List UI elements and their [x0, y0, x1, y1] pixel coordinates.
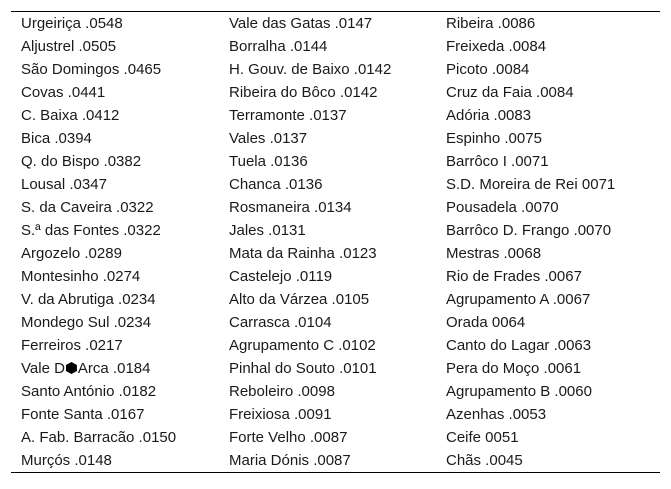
table-row: [11, 380, 660, 403]
table-cell: H. Gouv. de Baixo .0142: [229, 61, 392, 78]
table-cell: Ribeira do Bôco .0142: [229, 84, 378, 101]
table-cell: Covas .0441: [21, 84, 106, 101]
table-body: [11, 12, 660, 473]
table-cell: Barrôco D. Frango .0070: [446, 222, 612, 239]
table-cell: Cruz da Faia .0084: [446, 84, 574, 101]
table-cell: Chãs .0045: [446, 452, 523, 469]
table-cell: Agrupamento C .0102: [229, 337, 376, 354]
table-cell: Rio de Frades .0067: [446, 268, 582, 285]
table-cell: S. da Caveira .0322: [21, 199, 154, 216]
table-cell: Mondego Sul .0234: [21, 314, 152, 331]
table-cell: Reboleiro .0098: [229, 383, 335, 400]
cell-text-suffix: Arca .0184: [77, 360, 151, 377]
table-cell: Pera do Moço .0061: [446, 360, 582, 377]
table-cell: Pinhal do Souto .0101: [229, 360, 377, 377]
table-row: [11, 242, 660, 265]
table-cell: Castelejo .0119: [229, 268, 333, 285]
table-row: [11, 288, 660, 311]
table-cell: Fonte Santa .0167: [21, 406, 145, 423]
table-cell: C. Baixa .0412: [21, 107, 120, 124]
table-cell: S.ª das Fontes .0322: [21, 222, 161, 239]
table-row: [11, 35, 660, 58]
table-cell: Tuela .0136: [229, 153, 308, 170]
table-row: [11, 449, 660, 473]
table-row: [11, 426, 660, 449]
table-cell: Picoto .0084: [446, 61, 530, 78]
table-cell: Adória .0083: [446, 107, 532, 124]
table-cell: Pousadela .0070: [446, 199, 559, 216]
table-cell: Santo António .0182: [21, 383, 157, 400]
table-row: [11, 403, 660, 426]
table-cell: Azenhas .0053: [446, 406, 547, 423]
table-cell: Agrupamento B .0060: [446, 383, 592, 400]
table-cell: São Domingos .0465: [21, 61, 162, 78]
table-cell: Vales .0137: [229, 130, 308, 147]
table-cell: Freixiosa .0091: [229, 406, 332, 423]
table-cell: Mestras .0068: [446, 245, 542, 262]
table-cell: Freixeda .0084: [446, 38, 547, 55]
table-cell: Mata da Rainha .0123: [229, 245, 377, 262]
table-row: [11, 104, 660, 127]
table-row: [11, 357, 660, 380]
table-row: [11, 58, 660, 81]
table-cell: Lousal .0347: [21, 176, 107, 193]
table-cell: Forte Velho .0087: [229, 429, 348, 446]
table-cell: Bica .0394: [21, 130, 92, 147]
table-cell: Agrupamento A .0067: [446, 291, 591, 308]
table-cell: Terramonte .0137: [229, 107, 347, 124]
table-row: [11, 196, 660, 219]
table-cell: Q. do Bispo .0382: [21, 153, 142, 170]
table-cell: Barrôco I .0071: [446, 153, 549, 170]
table-cell: V. da Abrutiga .0234: [21, 291, 156, 308]
table-row: [11, 127, 660, 150]
table-cell: Argozelo .0289: [21, 245, 122, 262]
table-row: [11, 12, 660, 36]
table-cell: Chanca .0136: [229, 176, 323, 193]
table-cell: Carrasca .0104: [229, 314, 332, 331]
table-cell: Borralha .0144: [229, 38, 328, 55]
table-row: [11, 219, 660, 242]
mine-values-table: [11, 11, 660, 473]
table-cell: Vale das Gatas .0147: [229, 15, 373, 32]
cell-text-prefix: Vale D: [21, 360, 65, 377]
table-cell: Ceife 0051: [446, 429, 519, 446]
table-cell: S.D. Moreira de Rei 0071: [446, 176, 616, 193]
table-cell: Ribeira .0086: [446, 15, 536, 32]
table-cell: Ferreiros .0217: [21, 337, 123, 354]
table-row: [11, 311, 660, 334]
table-row: [11, 173, 660, 196]
table-cell: Murçós .0148: [21, 452, 112, 469]
table-cell: Rosmaneira .0134: [229, 199, 352, 216]
table-row: [11, 81, 660, 104]
table-row: [11, 265, 660, 288]
table-cell: Urgeiriça .0548: [21, 15, 123, 32]
black-hexagon-icon: [66, 362, 77, 374]
table-cell: Alto da Várzea .0105: [229, 291, 370, 308]
table-cell: Montesinho .0274: [21, 268, 141, 285]
table-cell: A. Fab. Barracão .0150: [21, 429, 177, 446]
table-row: [11, 334, 660, 357]
table-cell: Aljustrel .0505: [21, 38, 117, 55]
table-cell: Canto do Lagar .0063: [446, 337, 592, 354]
table-cell: Jales .0131: [229, 222, 306, 239]
table-cell: [11, 357, 229, 380]
table-row: [11, 150, 660, 173]
table-cell: Espinho .0075: [446, 130, 542, 147]
table-cell: Maria Dónis .0087: [229, 452, 351, 469]
table-cell: Orada 0064: [446, 314, 526, 331]
